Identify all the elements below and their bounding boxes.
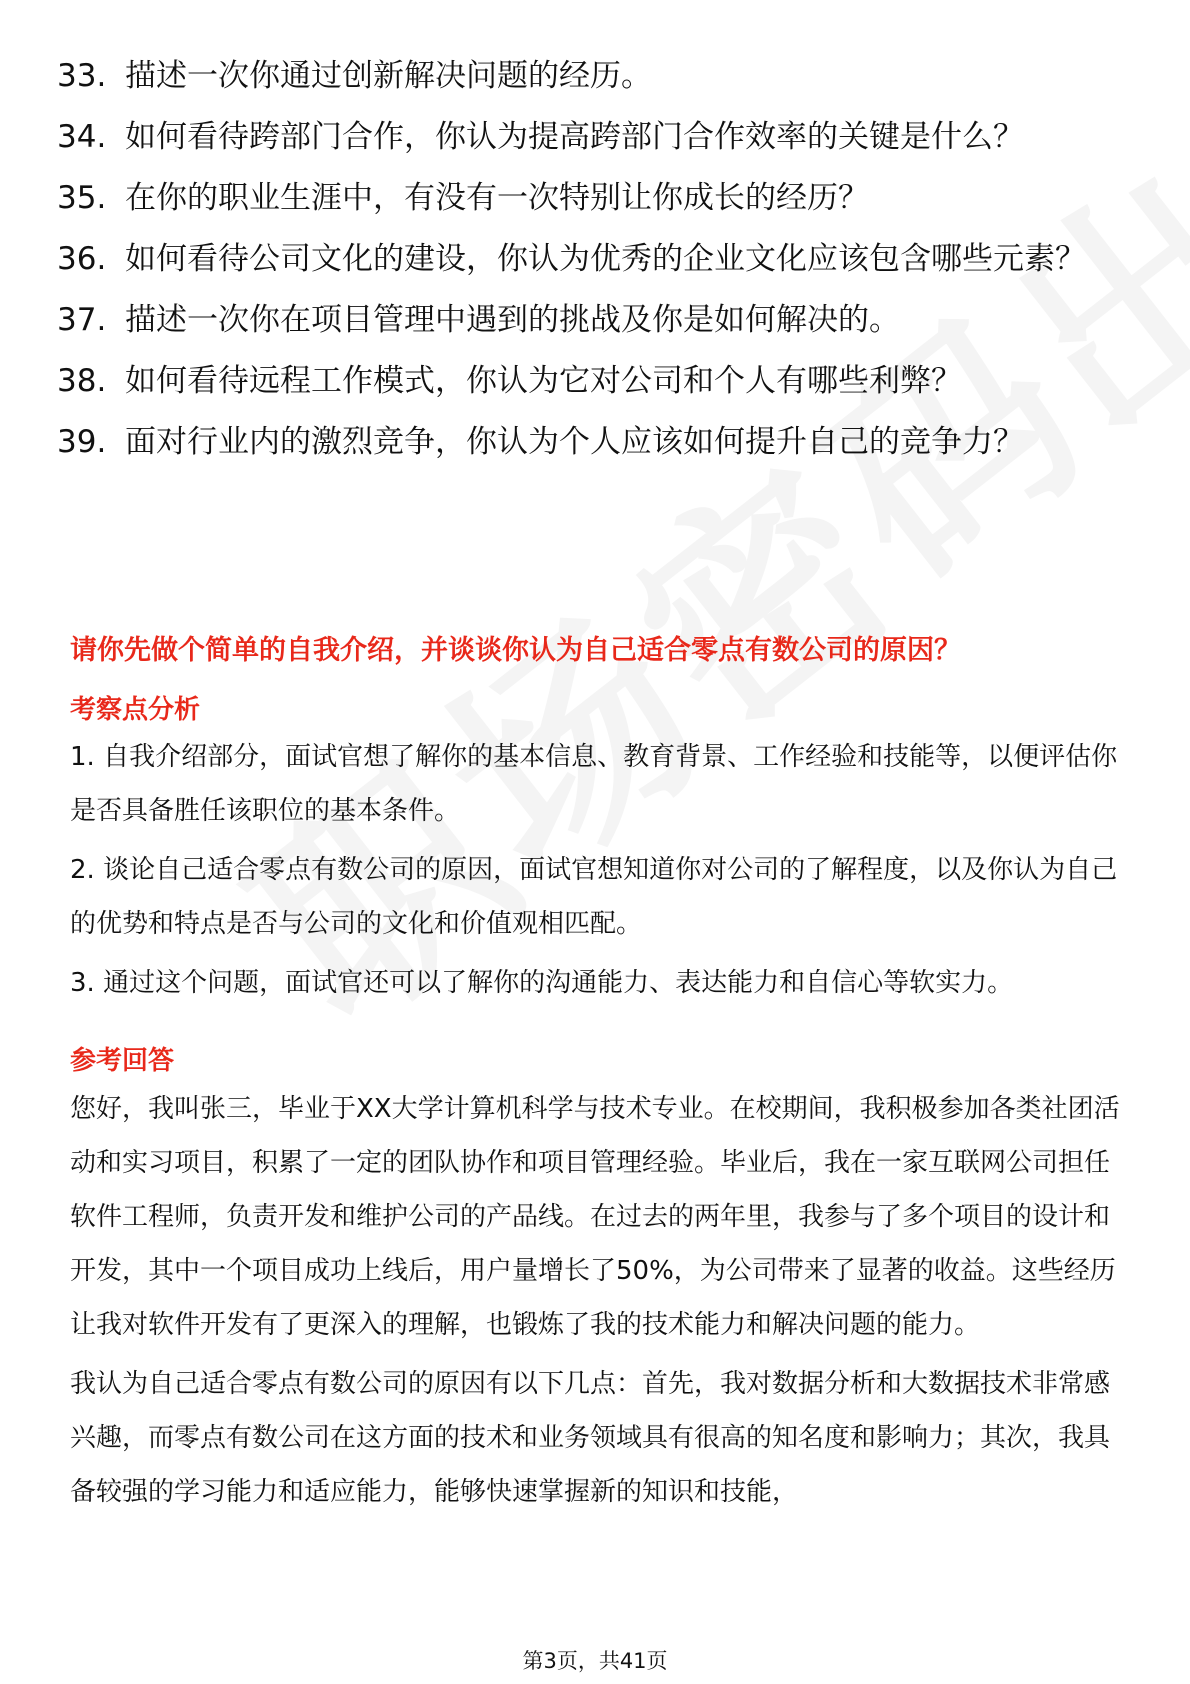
question-item bbox=[57, 116, 1117, 159]
question-item bbox=[57, 360, 1117, 403]
analysis-point: 1. 自我介绍部分，面试官想了解你的基本信息、教育背景、工作经验和技能等，以便评估你是否具备胜任该职位的基本条件。 bbox=[70, 742, 1118, 826]
question-item bbox=[57, 238, 1117, 281]
analysis-heading: 考察点分析 bbox=[70, 695, 201, 725]
reference-answer bbox=[70, 1082, 1120, 1524]
question-text: 面对行业内的激烈竞争，你认为个人应该如何提升自己的竞争力？ bbox=[125, 424, 1024, 460]
question-text: 如何看待公司文化的建设，你认为优秀的企业文化应该包含哪些元素？ bbox=[125, 241, 1086, 277]
question-number: 36. bbox=[57, 241, 107, 277]
question-text: 描述一次你在项目管理中遇到的挑战及你是如何解决的。 bbox=[125, 302, 900, 338]
question-list bbox=[57, 55, 1117, 482]
question-number: 39. bbox=[57, 424, 107, 460]
featured-question: 请你先做个简单的自我介绍，并谈谈你认为自己适合零点有数公司的原因？ bbox=[70, 635, 961, 666]
question-text: 在你的职业生涯中，有没有一次特别让你成长的经历？ bbox=[125, 180, 869, 216]
reference-heading: 参考回答 bbox=[70, 1046, 175, 1076]
reference-paragraph: 您好，我叫张三，毕业于XX大学计算机科学与技术专业。在校期间，我积极参加各类社团活动和实习项目，积累了一定的团队协作和项目管理经验。毕业后，我在一家互联网公司担任软件工程师，负责开发和维护公司的产品线。在过去的两年里，我参与了多个项目的设计和开发，其中一个项目成功上线后，用户量增长了50%，为公司带来了显著的收益。这些经历让我对软件开发有了更深入的理解，也锻炼了我的技术能力和解决问题的能力。 bbox=[70, 1094, 1120, 1340]
question-number: 38. bbox=[57, 363, 107, 399]
question-number: 34. bbox=[57, 119, 107, 155]
question-text: 如何看待远程工作模式，你认为它对公司和个人有哪些利弊？ bbox=[125, 363, 962, 399]
question-number: 33. bbox=[57, 58, 107, 94]
reference-paragraph: 我认为自己适合零点有数公司的原因有以下几点：首先，我对数据分析和大数据技术非常感兴趣，而零点有数公司在这方面的技术和业务领域具有很高的知名度和影响力；其次，我具备较强的学习能力和适应能力，能够快速掌握新的知识和技能， bbox=[70, 1369, 1111, 1507]
question-item bbox=[57, 299, 1117, 342]
question-number: 35. bbox=[57, 180, 107, 216]
question-item bbox=[57, 177, 1117, 220]
analysis-point: 3. 通过这个问题，面试官还可以了解你的沟通能力、表达能力和自信心等软实力。 bbox=[70, 968, 1014, 998]
analysis-point: 2. 谈论自己适合零点有数公司的原因，面试官想知道你对公司的了解程度，以及你认为自己的优势和特点是否与公司的文化和价值观相匹配。 bbox=[70, 855, 1118, 939]
question-text: 描述一次你通过创新解决问题的经历。 bbox=[125, 58, 652, 94]
question-item bbox=[57, 421, 1117, 464]
question-item bbox=[57, 55, 1117, 98]
analysis-points bbox=[70, 730, 1120, 1015]
question-text: 如何看待跨部门合作，你认为提高跨部门合作效率的关键是什么？ bbox=[125, 119, 1024, 155]
question-number: 37. bbox=[57, 302, 107, 338]
page-footer: 第3页，共41页 bbox=[522, 1649, 668, 1673]
